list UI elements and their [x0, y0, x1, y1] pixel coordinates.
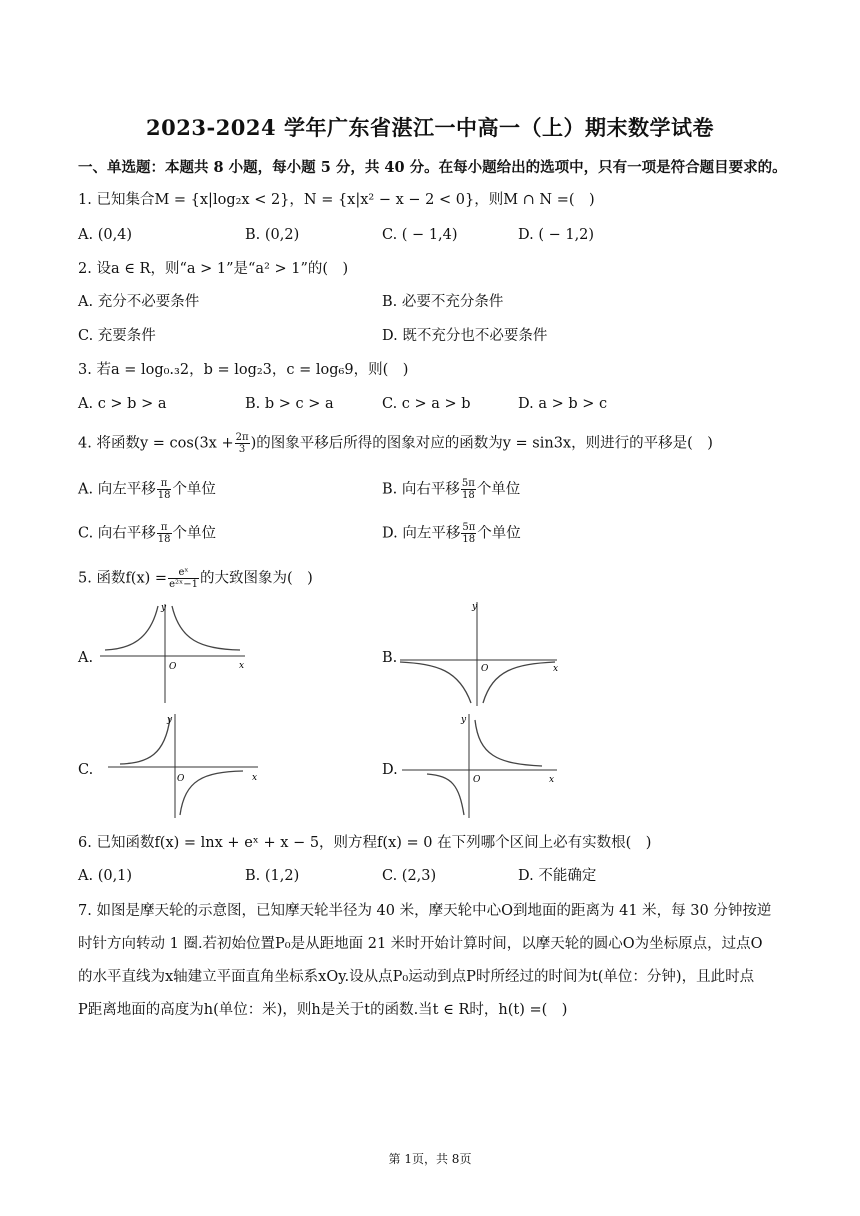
axis-y-label: y	[161, 603, 167, 613]
axis-x-label: x	[239, 661, 245, 671]
question-6-stem: 6. 已知函数f(x) = lnx + eˣ + x − 5，则方程f(x) = 0 在下列哪个区间上必有实数根( )	[78, 835, 652, 851]
q4-option-c: C. 向右平移 $\frac{\pi}{18}$ 个单位	[78, 522, 217, 545]
q1-option-c: C. ( − 1,4)	[382, 227, 458, 243]
question-3-stem: 3. 若a = log₀.₃2，b = log₂3，c = log₆9，则( )	[78, 362, 409, 378]
q2-option-c: C. 充要条件	[78, 328, 156, 344]
origin-label: O	[481, 664, 489, 674]
q5-option-d-label: D.	[382, 762, 398, 778]
q6-option-b: B. (1,2)	[245, 868, 300, 884]
question-1-stem: 1. 已知集合M = {x|log₂x < 2}，N = {x|x² − x − 2 < 0}，则M ∩ N =( )	[78, 192, 595, 208]
q5-option-b-label: B.	[382, 650, 398, 666]
q4-option-b: B. 向右平移 $\frac{5\pi}{18}$ 个单位	[382, 478, 521, 501]
q3-option-d: D. a > b > c	[518, 396, 608, 412]
origin-label: O	[473, 775, 481, 785]
q6-option-c: C. (2,3)	[382, 868, 437, 884]
q3-option-a: A. c > b > a	[78, 396, 167, 412]
q1-option-b: B. (0,2)	[245, 227, 300, 243]
q3-option-b: B. b > c > a	[245, 396, 334, 412]
question-4-stem: 4. 将函数y = cos(3x + $\frac{2\pi}{3}$ )的图象平移后所得的图象对应的函数为y = sin3x，则进行的平移是( )	[78, 432, 713, 455]
fraction: $\frac{2\pi}{3}$	[235, 432, 249, 455]
question-5-stem: 5. 函数f(x) = $\frac{\text{eˣ}}{\text{e²ˣ−1}}$ 的大致图象为( )	[78, 567, 313, 590]
graph-d	[397, 710, 567, 820]
origin-label: O	[169, 662, 177, 672]
origin-label: O	[177, 774, 185, 784]
graph-b	[397, 598, 567, 708]
page-footer: 第 1页，共 8页	[388, 1152, 472, 1166]
question-7-line-2: 时针方向转动 1 圈.若初始位置P₀是从距地面 21 米时开始计算时间，以摩天轮的圆心O为坐标原点，过点O	[78, 936, 763, 952]
graph-c	[103, 710, 265, 820]
exam-title: 2023-2024 学年广东省湛江一中高一（上）期末数学试卷	[146, 115, 714, 140]
q6-option-a: A. (0,1)	[78, 868, 133, 884]
q5-option-c-label: C.	[78, 762, 94, 778]
q1-option-a: A. (0,4)	[78, 227, 133, 243]
axis-y-label: y	[167, 715, 173, 725]
axis-x-label: x	[549, 775, 555, 785]
q3-option-c: C. c > a > b	[382, 396, 471, 412]
q1-option-d: D. ( − 1,2)	[518, 227, 595, 243]
axis-x-label: x	[252, 773, 258, 783]
question-7-line-1: 7. 如图是摩天轮的示意图，已知摩天轮半径为 40 米，摩天轮中心O到地面的距离为 41 米，每 30 分钟按逆	[78, 903, 772, 919]
q5-option-a-label: A.	[78, 650, 94, 666]
q2-option-b: B. 必要不充分条件	[382, 294, 504, 310]
axis-y-label: y	[461, 715, 467, 725]
q4-option-d: D. 向左平移 $\frac{5\pi}{18}$ 个单位	[382, 522, 521, 545]
q2-option-a: A. 充分不必要条件	[78, 294, 200, 310]
question-7-line-4: P距离地面的高度为h(单位：米)，则h是关于t的函数.当t ∈ R时，h(t) =( )	[78, 1002, 568, 1018]
q4-option-a: A. 向左平移 $\frac{\pi}{18}$ 个单位	[78, 478, 216, 501]
graph-a	[95, 600, 255, 705]
axis-x-label: x	[553, 664, 559, 674]
q6-option-d: D. 不能确定	[518, 868, 597, 884]
question-2-stem: 2. 设a ∈ R，则“a > 1”是“a² > 1”的( )	[78, 261, 349, 277]
question-7-line-3: 的水平直线为x轴建立平面直角坐标系xOy.设从点P₀运动到点P时所经过的时间为t(单位：分钟)，且此时点	[78, 969, 755, 985]
axis-y-label: y	[472, 602, 478, 612]
q2-option-d: D. 既不充分也不必要条件	[382, 328, 548, 344]
section-heading: 一、单选题：本题共 8 小题，每小题 5 分，共 40 分。在每小题给出的选项中，只有一项是符合题目要求的。	[78, 159, 787, 176]
